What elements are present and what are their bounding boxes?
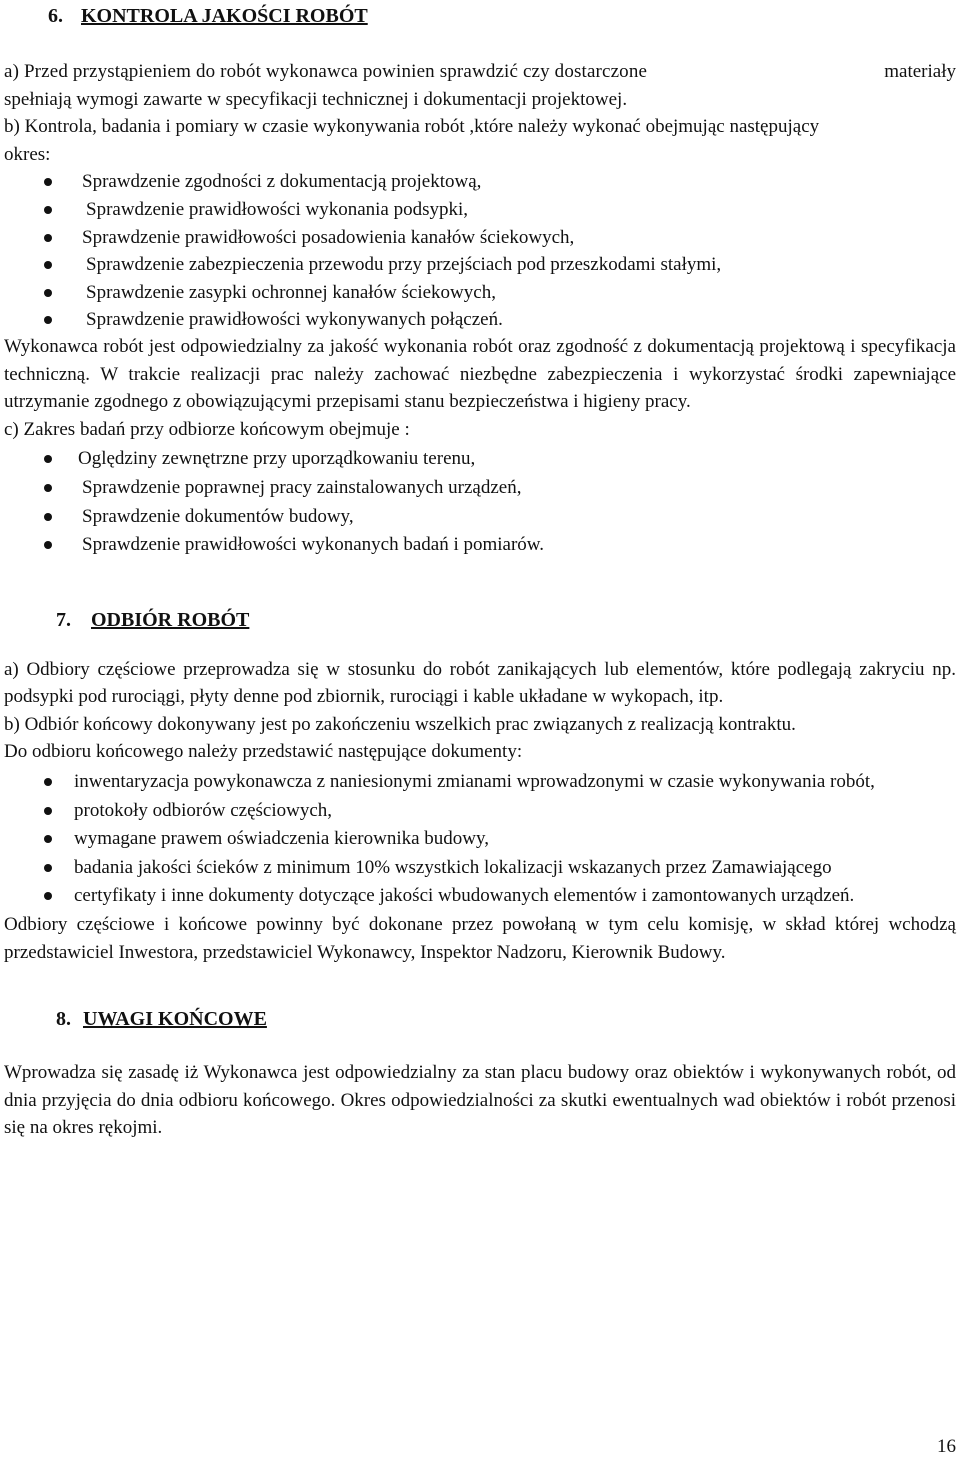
section-6-number: 6. bbox=[48, 5, 63, 27]
list-item: protokoły odbiorów częściowych, bbox=[4, 797, 956, 826]
list-item: Sprawdzenie zabezpieczenia przewodu przy przejściach pod przeszkodami stałymi, bbox=[4, 251, 956, 279]
document-page bbox=[4, 0, 956, 1142]
list-item: Sprawdzenie dokumentów budowy, bbox=[4, 503, 956, 532]
list-item: Sprawdzenie poprawnej pracy zainstalowanych urządzeń, bbox=[4, 474, 956, 503]
list-item: badania jakości ścieków z minimum 10% wszystkich lokalizacji wskazanych przez Zamawiającego bbox=[4, 854, 956, 883]
section-6-b-intro: b) Kontrola, badania i pomiary w czasie wykonywania robót ,które należy wykonać obejmując następujący okres: bbox=[4, 116, 820, 165]
section-7-heading bbox=[56, 605, 956, 636]
list-item: Sprawdzenie zgodności z dokumentacją projektową, bbox=[4, 168, 956, 196]
list-item: wymagane prawem oświadczenia kierownika budowy, bbox=[4, 825, 956, 854]
section-7-docs-list bbox=[4, 768, 956, 911]
section-6-c-list bbox=[4, 445, 956, 559]
section-6-b-list bbox=[4, 168, 956, 334]
list-item: certyfikaty i inne dokumenty dotyczące jakości wbudowanych elementów i zamontowanych urządzeń. bbox=[4, 882, 956, 911]
section-7-title: ODBIÓR ROBÓT bbox=[91, 608, 250, 631]
list-item: Sprawdzenie prawidłowości wykonanych badań i pomiarów. bbox=[4, 531, 956, 560]
section-6-a-line1-end: materiały bbox=[884, 61, 956, 82]
section-6-a-paragraph bbox=[4, 58, 956, 113]
section-6-a-line1: a) Przed przystąpieniem do robót wykonawca powinien sprawdzić czy dostarczone bbox=[4, 61, 648, 82]
section-6-c-intro: c) Zakres badań przy odbiorze końcowym obejmuje : bbox=[4, 418, 410, 440]
list-item: Sprawdzenie prawidłowości wykonywanych połączeń. bbox=[4, 306, 956, 334]
section-6-heading bbox=[48, 1, 956, 32]
list-item: Sprawdzenie zasypki ochronnej kanałów ściekowych, bbox=[4, 279, 956, 307]
list-item: Sprawdzenie prawidłowości posadowienia kanałów ściekowych, bbox=[4, 224, 956, 252]
section-8-heading bbox=[56, 1004, 956, 1035]
section-7-a-paragraph: a) Odbiory częściowe przeprowadza się w stosunku do robót zanikających lub elementów, które podlegają zakryciu np. podsypki pod rurociągi, płyty denne pod zbiornik, rurociągi i kable układane w wykopach, itp. bbox=[4, 658, 956, 708]
section-6-a-line2: spełniają wymogi zawarte w specyfikacji technicznej i dokumentacji projektowej. bbox=[4, 88, 628, 110]
list-item: inwentaryzacja powykonawcza z naniesionymi zmianami wprowadzonymi w czasie wykonywania robót, bbox=[4, 768, 956, 797]
section-6-title: KONTROLA JAKOŚCI ROBÓT bbox=[81, 5, 368, 27]
section-7-docs-intro: Do odbioru końcowego należy przedstawić następujące dokumenty: bbox=[4, 741, 523, 763]
page-number: 16 bbox=[937, 1436, 956, 1457]
section-7-commission: Odbiory częściowe i końcowe powinny być dokonane przez powołaną w tym celu komisję, w skład której wchodzą przedstawiciel Inwestora, przedstawiciel Wykonawcy, Inspektor Nadzoru, Kierownik Budowy. bbox=[4, 914, 956, 963]
section-8-paragraph: Wprowadza się zasadę iż Wykonawca jest odpowiedzialny za stan placu budowy oraz obiektów i wykonywanych robót, od dnia przyjęcia do dnia odbioru końcowego. Okres odpowiedzialności za skutki ewentualnych wad obiektów i robót przenosi się na okres rękojmi. bbox=[4, 1062, 956, 1139]
list-item: Sprawdzenie prawidłowości wykonania podsypki, bbox=[4, 196, 956, 224]
list-item: Oględziny zewnętrzne przy uporządkowaniu terenu, bbox=[4, 445, 956, 474]
section-8-number: 8. bbox=[56, 1008, 71, 1031]
section-6-responsibility: Wykonawca robót jest odpowiedzialny za jakość wykonania robót oraz zgodność z dokumentacją projektową i specyfikacja techniczną. W trakcie realizacji prac należy zachować niezbędne zabezpieczenia i wykorzystać środki zapewniające utrzymanie zgodnego z obowiązującymi przepisami stanu bezpieczeństwa i higieny pracy. bbox=[4, 335, 956, 413]
section-7-number: 7. bbox=[56, 608, 71, 631]
section-7-b-paragraph: b) Odbiór końcowy dokonywany jest po zakończeniu wszelkich prac związanych z realizacją kontraktu. bbox=[4, 713, 796, 735]
section-8-title: UWAGI KOŃCOWE bbox=[83, 1008, 267, 1031]
